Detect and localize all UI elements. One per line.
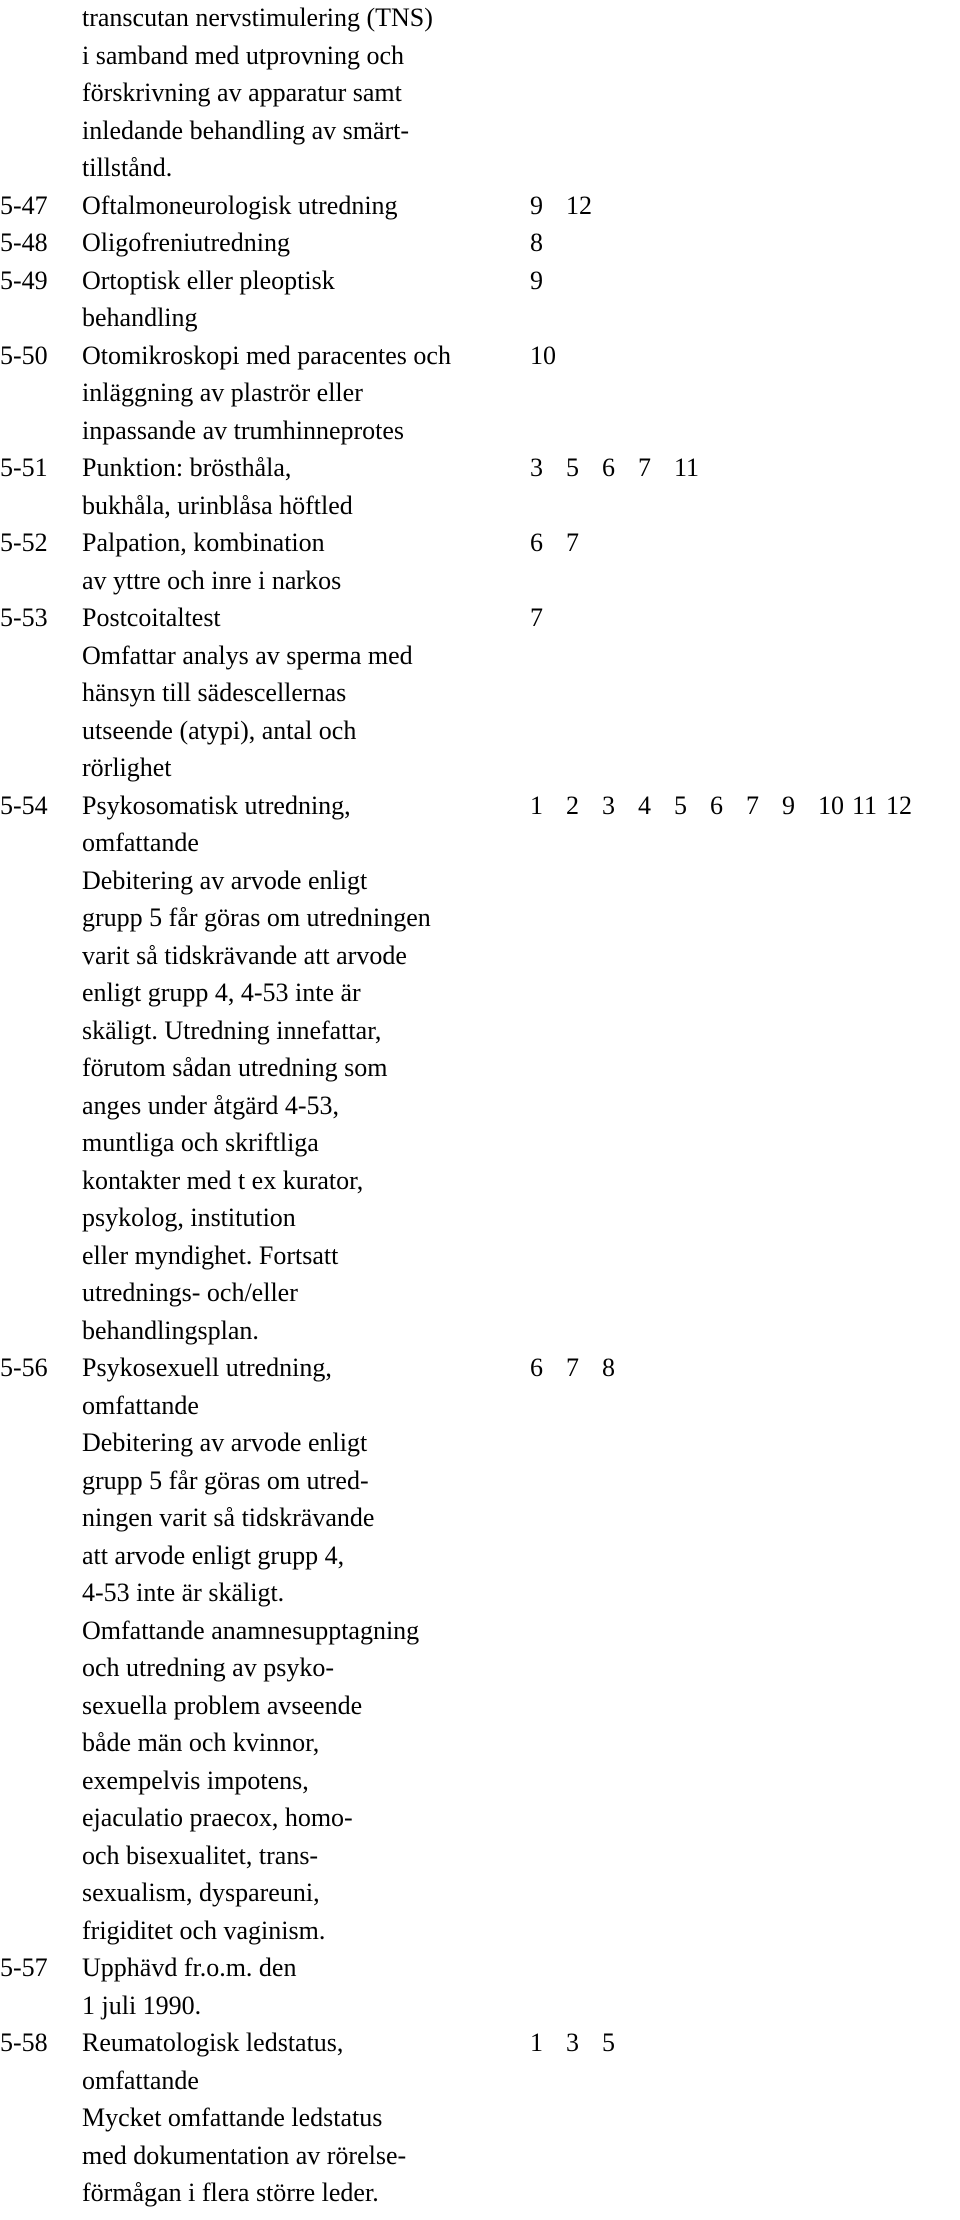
procedure-description: transcutan nervstimulering (TNS) i samband med utprovning och förskrivning av apparatur samt inledande behandling av smärt- tillstånd. (82, 3, 433, 182)
fee-group: 3 (530, 453, 543, 482)
procedure-description: Oligofreniutredning (82, 228, 290, 257)
fee-group: 6 (530, 1353, 543, 1382)
procedure-code: 5-53 (0, 603, 48, 632)
procedure-description: Punktion: brösthåla, bukhåla, urinblåsa höftled (82, 453, 353, 520)
procedure-code: 5-56 (0, 1353, 48, 1382)
entry-5-54 (0, 787, 960, 1350)
procedure-code: 5-48 (0, 228, 48, 257)
fee-group: 3 (602, 790, 615, 820)
fee-group: 3 (566, 2028, 579, 2057)
fee-groups (530, 187, 602, 225)
fee-group: 10 (818, 790, 844, 820)
fee-group: 7 (566, 1353, 579, 1382)
entry-5-50 (0, 337, 960, 450)
entry-5-57 (0, 1949, 960, 2024)
fee-group: 7 (530, 603, 543, 632)
procedure-code: 5-54 (0, 790, 48, 820)
fee-group: 1 (530, 2028, 543, 2057)
entry-5-52 (0, 524, 960, 599)
entry-5-58 (0, 2024, 960, 2212)
fee-group: 8 (602, 1353, 615, 1382)
fee-group: 7 (566, 528, 579, 557)
fee-group: 11 (852, 790, 878, 820)
procedure-description: Palpation, kombination av yttre och inre i narkos (82, 528, 342, 595)
entry-5-53 (0, 599, 960, 787)
fee-group: 10 (530, 340, 556, 370)
fee-groups (530, 449, 710, 487)
procedure-description: Psykosomatisk utredning, omfattande Debitering av arvode enligt grupp 5 får göras om utredningen varit så tidskrävande att arvode enligt grupp 4, 4-53 inte är skäligt. Utredning innefattar, förutom sådan utredning som anges under åtgärd 4-53, muntliga och skriftliga kontakter med t ex kurator, psykolog, institution eller myndighet. Fortsatt utrednings- och/eller behandlingsplan. (82, 790, 431, 1345)
fee-group: 1 (530, 790, 543, 820)
fee-group: 7 (638, 453, 651, 482)
procedure-description: Upphävd fr.o.m. den 1 juli 1990. (82, 1953, 297, 2020)
procedure-description: Reumatologisk ledstatus, omfattande Mycket omfattande ledstatus med dokumentation av rörelse- förmågan i flera större leder. (82, 2028, 407, 2207)
procedure-code: 5-47 (0, 190, 48, 220)
fee-groups (530, 787, 920, 825)
fee-group: 7 (746, 790, 759, 820)
fee-group: 5 (602, 2028, 615, 2057)
fee-groups (530, 1349, 638, 1387)
procedure-description: Psykosexuell utredning, omfattande Debitering av arvode enligt grupp 5 får göras om utred- ningen varit så tidskrävande att arvode enligt grupp 4, 4-53 inte är skäligt. Omfattande anamnesupptagning och utredning av psyko- sexuella problem avseende både män och kvinnor, exempelvis impotens, ejaculatio praecox, homo- och bisexualitet, trans- sexualism, dyspareuni, frigiditet och vaginism. (82, 1353, 420, 1945)
fee-group: 2 (566, 790, 579, 820)
fee-group: 9 (782, 790, 795, 820)
procedure-description: Ortoptisk eller pleoptisk behandling (82, 265, 335, 332)
fee-groups (530, 599, 566, 637)
fee-group: 12 (566, 190, 592, 220)
procedure-description: Postcoitaltest Omfattar analys av sperma med hänsyn till sädescellernas utseende (atypi), antal och rörlighet (82, 603, 413, 782)
fee-groups (530, 337, 566, 375)
fee-group: 6 (530, 528, 543, 557)
fee-group: 5 (566, 453, 579, 482)
fee-group: 9 (530, 190, 543, 220)
procedure-code: 5-49 (0, 265, 48, 295)
entry-5-47 (0, 187, 960, 225)
procedure-code: 5-58 (0, 2028, 48, 2057)
entry-5-51 (0, 449, 960, 524)
procedure-description: Oftalmoneurologisk utredning (82, 190, 398, 220)
fee-groups (530, 524, 602, 562)
procedure-code: 5-52 (0, 528, 48, 557)
fee-groups (530, 2024, 638, 2062)
fee-group: 8 (530, 228, 543, 257)
fee-group: 9 (530, 265, 543, 295)
entry-5-48 (0, 224, 960, 262)
entry-continuation (0, 0, 960, 187)
entry-5-49 (0, 262, 960, 337)
fee-group: 12 (886, 790, 912, 820)
procedure-code: 5-50 (0, 340, 48, 370)
entry-5-56 (0, 1349, 960, 1949)
fee-group: 4 (638, 790, 651, 820)
procedure-code: 5-57 (0, 1953, 48, 1982)
fee-groups (530, 262, 566, 300)
fee-group: 6 (710, 790, 723, 820)
procedure-code: 5-51 (0, 453, 48, 482)
fee-group: 5 (674, 790, 687, 820)
fee-group: 11 (674, 453, 700, 482)
procedure-description: Otomikroskopi med paracentes och inläggning av plaströr eller inpassande av trumhinneprotes (82, 340, 451, 445)
fee-groups (530, 224, 566, 262)
fee-group: 6 (602, 453, 615, 482)
